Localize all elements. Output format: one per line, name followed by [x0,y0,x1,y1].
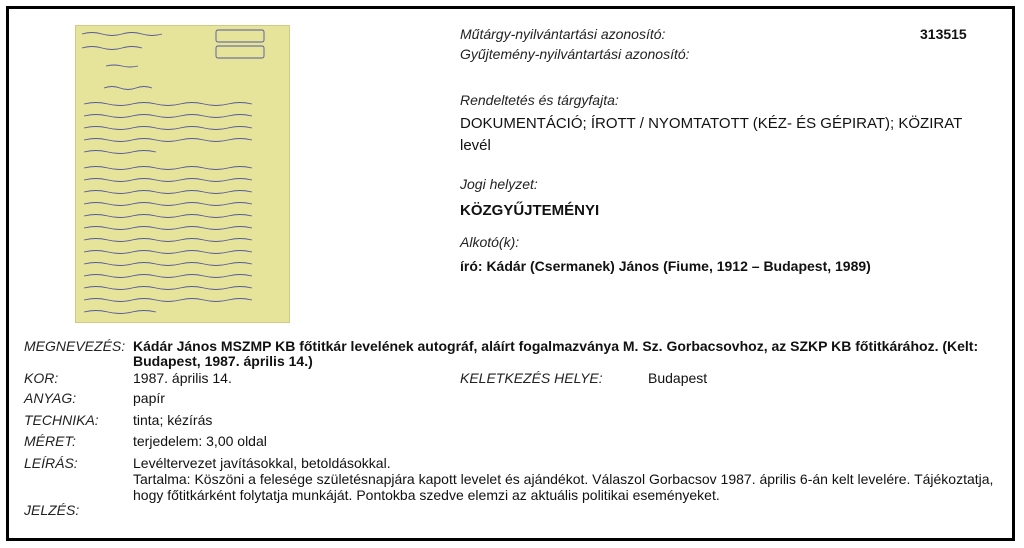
megnevezes-label: MEGNEVEZÉS: [24,338,126,354]
mutargy-value: 313515 [920,26,967,42]
keletkezes-value: Budapest [648,370,708,386]
megnevezes-value-1: Kádár János MSZMP KB főtitkár levelének autográf, aláírt fogalmazványa M. Sz. Gorbacsovhoz, az SZKP KB főtitkárához. (Kelt: [133,338,979,354]
alkoto-label: Alkotó(k): [460,234,520,250]
keletkezes-label: KELETKEZÉS HELYE: [460,370,603,386]
anyag-value: papír [133,390,165,406]
leiras-value-1: Levéltervezet javításokkal, betoldásokkal. [133,455,391,471]
handwriting-image [76,26,290,323]
meret-value: terjedelem: 3,00 oldal [133,433,267,449]
alkoto-value: író: Kádár (Csermanek) János (Fiume, 1912 – Budapest, 1989) [460,258,871,274]
rendeltetes-label: Rendeltetés és tárgyfajta: [460,92,619,108]
jogi-value: KÖZGYŰJTEMÉNYI [460,202,600,219]
gyujtemeny-label: Gyűjtemény-nyilvántartási azonosító: [460,46,690,62]
letter-thumbnail[interactable] [75,25,290,323]
leiras-label: LEÍRÁS: [24,455,78,471]
anyag-label: ANYAG: [24,390,77,406]
rendeltetes-value-1: DOKUMENTÁCIÓ; ÍROTT / NYOMTATOTT (KÉZ- ÉS GÉPIRAT); KÖZIRAT [460,115,963,132]
leiras-value-2: Tartalma: Köszöni a felesége születésnapjára kapott levelet és ajándékot. Válaszol Gorbacsov 1987. április 6-án kelt levelére. Tájékoztatja, [133,471,994,487]
technika-label: TECHNIKA: [24,412,99,428]
leiras-value-3: hogy főtitkárként folytatja munkáját. Pontokba szedve elemzi az aktuális politikai eseményeket. [133,487,720,503]
kor-label: KOR: [24,370,59,386]
megnevezes-value-2: Budapest, 1987. április 14.) [133,353,313,369]
jelzes-label: JELZÉS: [24,502,80,518]
jogi-label: Jogi helyzet: [460,176,538,192]
technika-value: tinta; kézírás [133,412,213,428]
kor-value: 1987. április 14. [133,370,232,386]
mutargy-label: Műtárgy-nyilvántartási azonosító: [460,26,666,42]
meret-label: MÉRET: [24,433,76,449]
rendeltetes-value-2: levél [460,137,491,154]
